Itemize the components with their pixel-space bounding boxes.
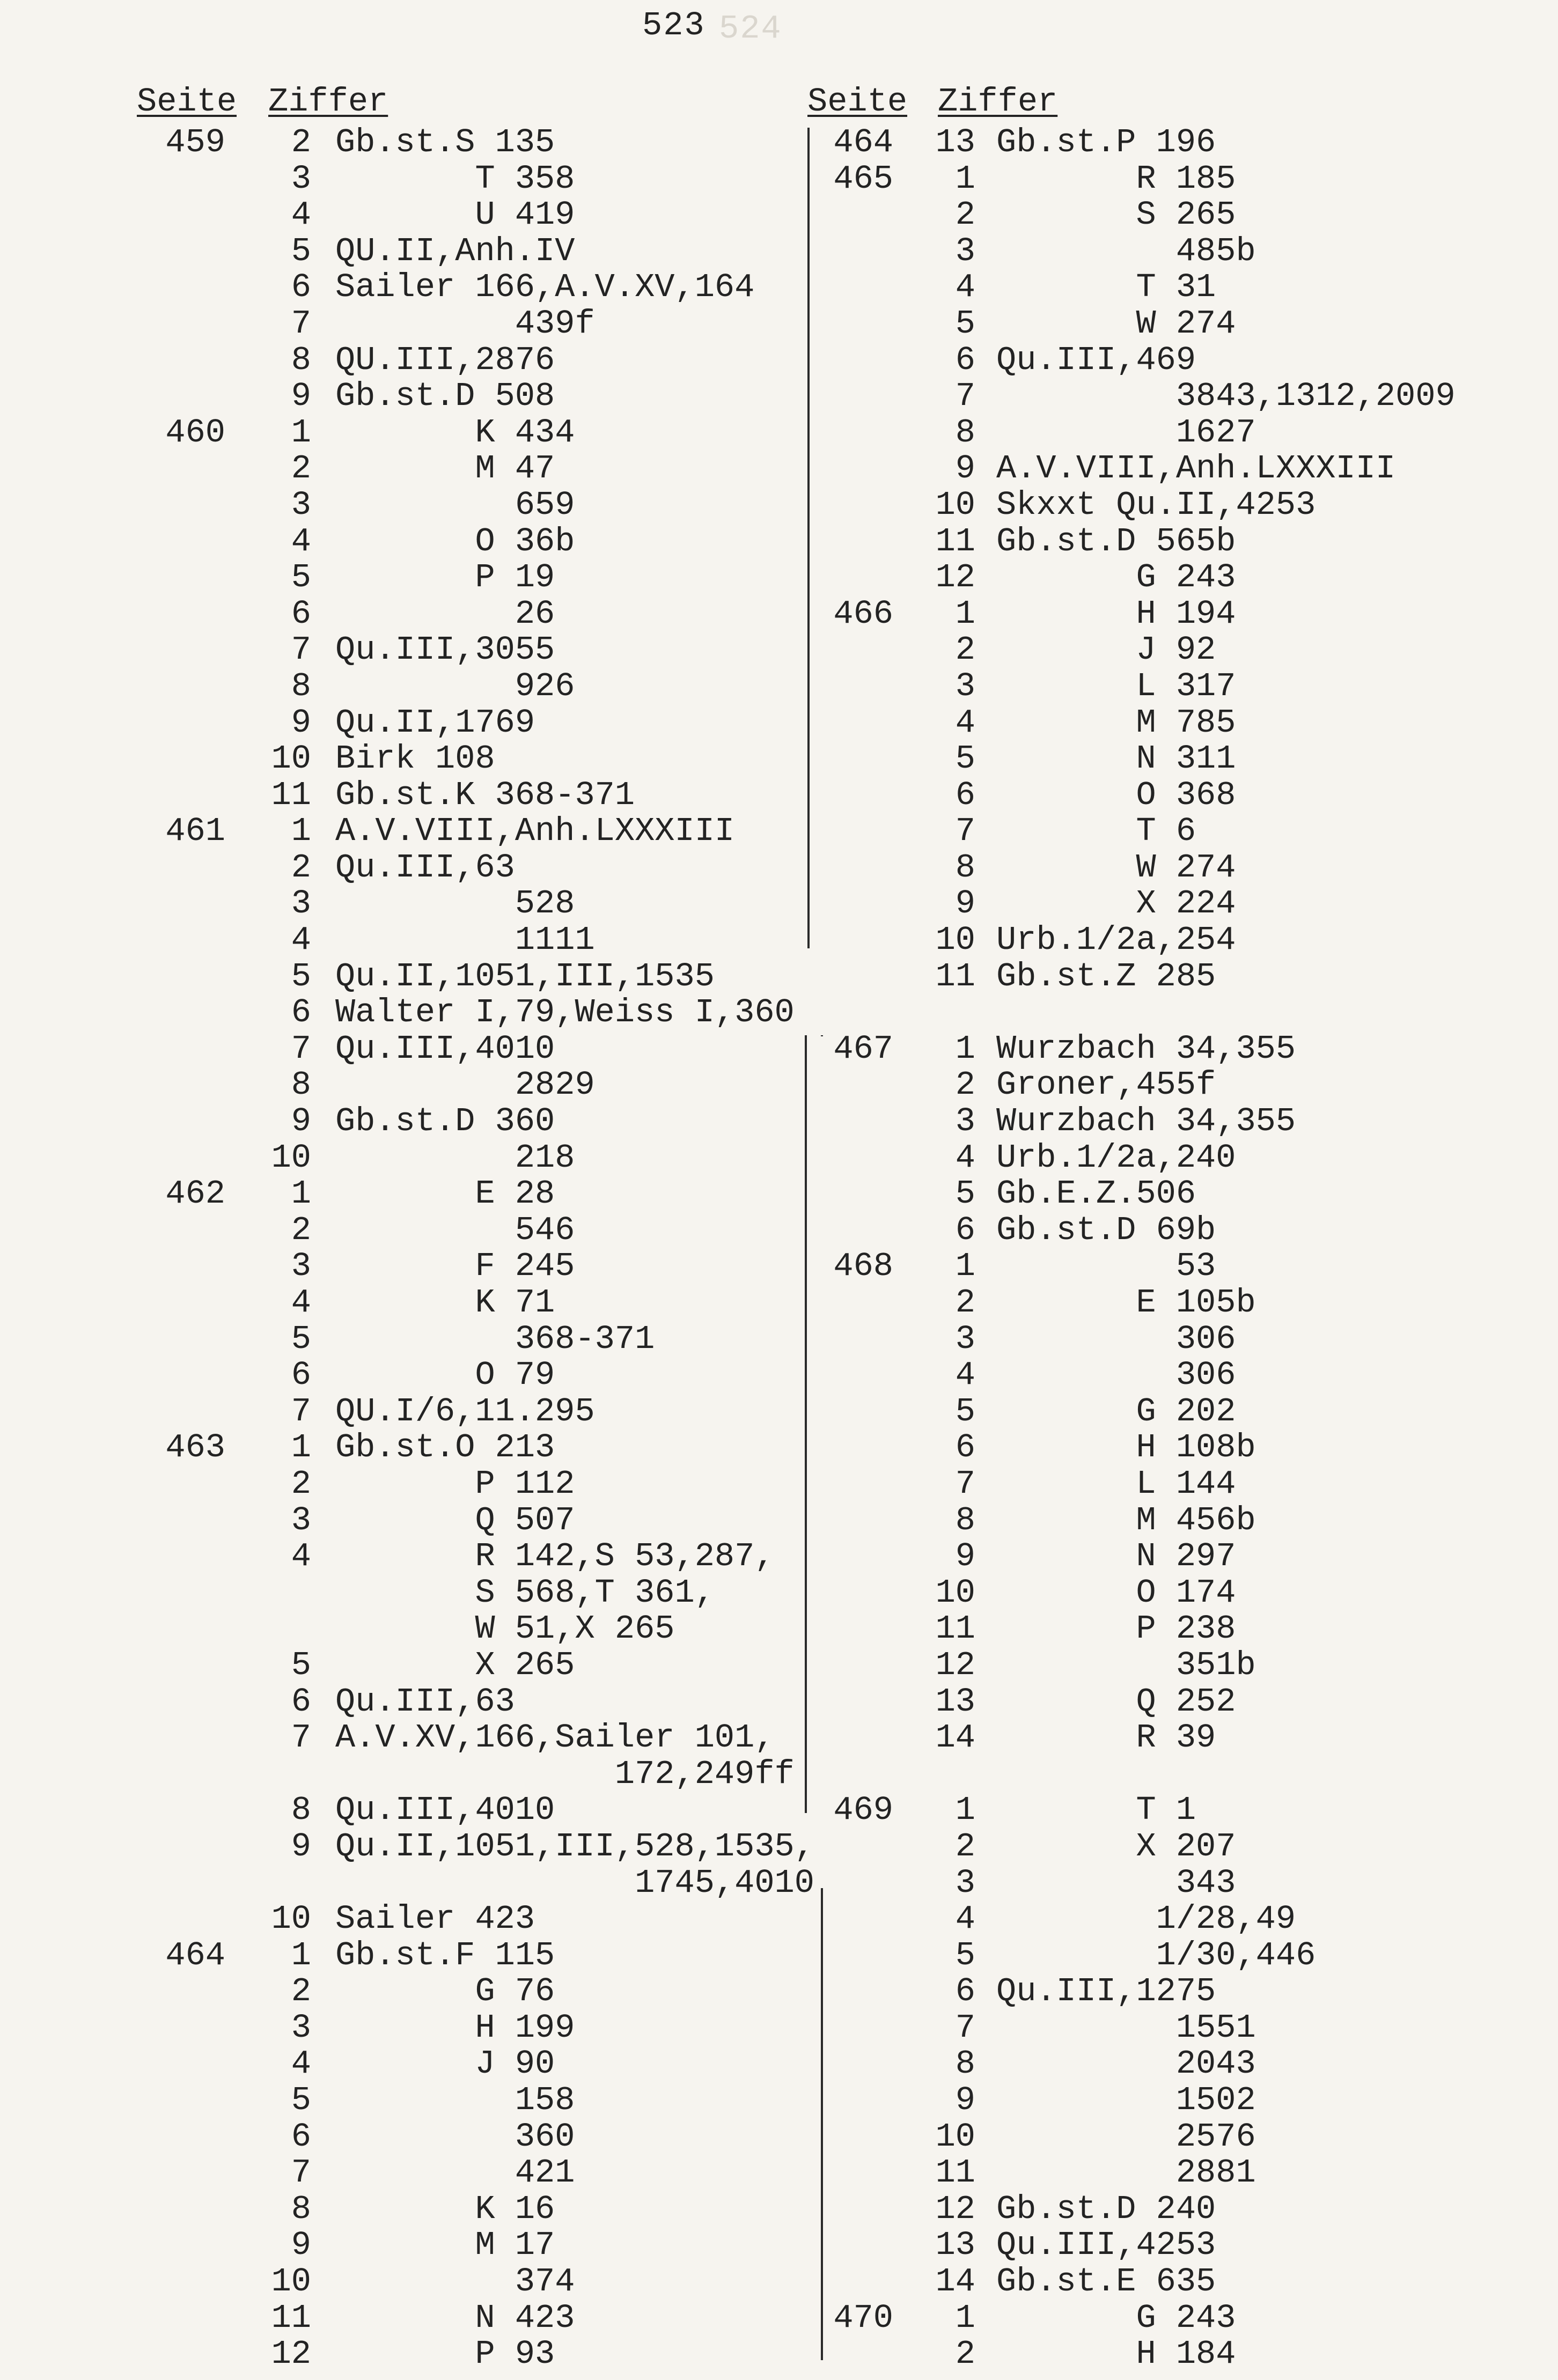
ziffer-cell: 8 xyxy=(291,1066,311,1104)
ziffer-cell: 13 xyxy=(935,1682,975,1721)
ziffer-cell: 4 xyxy=(955,1900,975,1939)
source-cell: 528 xyxy=(335,885,575,923)
source-cell: E 28 xyxy=(335,1175,555,1213)
ziffer-cell: 5 xyxy=(955,1936,975,1974)
seite-cell: 469 xyxy=(833,1791,893,1830)
seite-cell: 460 xyxy=(165,413,225,452)
source-cell: 1/30,446 xyxy=(996,1936,1316,1974)
source-cell: Gb.st.F 115 xyxy=(335,1936,555,1974)
seite-header: Seite xyxy=(807,83,908,121)
ziffer-header: Ziffer xyxy=(268,83,388,121)
ziffer-cell: 2 xyxy=(291,1211,311,1249)
source-cell: Qu.III,63 xyxy=(335,848,515,887)
ziffer-cell: 5 xyxy=(955,740,975,778)
source-cell: L 317 xyxy=(996,667,1236,705)
source-cell: 351b xyxy=(996,1646,1256,1684)
ziffer-cell: 3 xyxy=(291,159,311,198)
ziffer-cell: 2 xyxy=(291,848,311,887)
ziffer-cell: 9 xyxy=(955,450,975,488)
source-cell: K 16 xyxy=(335,2190,555,2228)
ziffer-cell: 8 xyxy=(955,1501,975,1539)
seite-cell: 466 xyxy=(833,594,893,633)
source-cell: H 108b xyxy=(996,1428,1256,1467)
ziffer-cell: 2 xyxy=(955,1827,975,1866)
source-cell: A.V.XV,166,Sailer 101, xyxy=(335,1719,775,1757)
ziffer-cell: 1 xyxy=(291,1936,311,1974)
ziffer-cell: 11 xyxy=(935,1610,975,1648)
source-cell: 1551 xyxy=(996,2008,1256,2047)
source-cell: Gb.st.O 213 xyxy=(335,1428,555,1467)
source-cell: O 368 xyxy=(996,776,1236,814)
ziffer-cell: 9 xyxy=(955,2081,975,2120)
source-cell: 485b xyxy=(996,232,1256,270)
ziffer-cell: 5 xyxy=(291,1320,311,1358)
ziffer-cell: 11 xyxy=(271,776,311,814)
ziffer-cell: 7 xyxy=(291,2154,311,2192)
source-cell: T 1 xyxy=(996,1791,1196,1830)
ziffer-cell: 7 xyxy=(291,304,311,343)
source-cell: A.V.VIII,Anh.LXXXIII xyxy=(996,450,1396,488)
ziffer-cell: 12 xyxy=(935,1646,975,1684)
source-cell: Qu.III,63 xyxy=(335,1682,515,1721)
seite-cell: 459 xyxy=(165,123,225,161)
source-cell: J 90 xyxy=(335,2045,555,2083)
source-cell: R 185 xyxy=(996,159,1236,198)
ziffer-cell: 13 xyxy=(935,2226,975,2265)
source-cell: P 238 xyxy=(996,1610,1236,1648)
ziffer-cell: 1 xyxy=(291,812,311,851)
source-cell: T 6 xyxy=(996,812,1196,851)
ziffer-cell: 9 xyxy=(291,1827,311,1866)
source-cell: Qu.II,1051,III,528,1535, xyxy=(335,1827,814,1866)
column-divider xyxy=(805,1035,807,1813)
source-cell: 1111 xyxy=(335,921,595,960)
ziffer-cell: 4 xyxy=(291,1284,311,1322)
ziffer-cell: 3 xyxy=(955,667,975,705)
source-cell: Groner,455f xyxy=(996,1066,1216,1104)
ziffer-cell: 1 xyxy=(291,1175,311,1213)
source-cell: Qu.II,1769 xyxy=(335,703,535,742)
source-cell: Skxxt Qu.II,4253 xyxy=(996,485,1316,524)
source-cell: Gb.st.D 360 xyxy=(335,1102,555,1141)
ziffer-cell: 10 xyxy=(271,1900,311,1939)
source-cell: Gb.st.D 565b xyxy=(996,522,1236,561)
source-cell: P 112 xyxy=(335,1464,575,1503)
ziffer-cell: 9 xyxy=(291,703,311,742)
ziffer-cell: 10 xyxy=(271,740,311,778)
source-cell: Qu.III,469 xyxy=(996,341,1196,379)
seite-cell: 463 xyxy=(165,1428,225,1467)
ziffer-cell: 4 xyxy=(291,522,311,561)
ziffer-cell: 3 xyxy=(291,885,311,923)
source-cell: X 207 xyxy=(996,1827,1236,1866)
source-cell: 306 xyxy=(996,1320,1236,1358)
source-cell: Sailer 166,A.V.XV,164 xyxy=(335,268,755,307)
ziffer-cell: 2 xyxy=(291,1464,311,1503)
source-cell: K 434 xyxy=(335,413,575,452)
seite-cell: 467 xyxy=(833,1029,893,1068)
source-cell: 26 xyxy=(335,594,555,633)
source-cell: A.V.VIII,Anh.LXXXIII xyxy=(335,812,735,851)
ziffer-cell: 8 xyxy=(955,2045,975,2083)
column-divider xyxy=(821,1035,823,1036)
ziffer-cell: 3 xyxy=(291,1501,311,1539)
source-cell: 343 xyxy=(996,1863,1236,1902)
seite-cell: 470 xyxy=(833,2298,893,2337)
source-cell: G 76 xyxy=(335,1972,555,2011)
source-cell: U 419 xyxy=(335,196,575,234)
source-cell: Qu.II,1051,III,1535 xyxy=(335,957,715,996)
ziffer-cell: 13 xyxy=(935,123,975,161)
source-cell: H 194 xyxy=(996,594,1236,633)
source-cell: Gb.st.D 69b xyxy=(996,1211,1216,1249)
source-cell: 158 xyxy=(335,2081,575,2120)
ziffer-cell: 9 xyxy=(955,885,975,923)
ziffer-cell: 14 xyxy=(935,1719,975,1757)
ziffer-cell: 9 xyxy=(291,1102,311,1141)
ziffer-cell: 8 xyxy=(291,341,311,379)
ziffer-cell: 2 xyxy=(291,450,311,488)
source-cell: W 274 xyxy=(996,304,1236,343)
source-cell: M 785 xyxy=(996,703,1236,742)
source-cell: G 243 xyxy=(996,2298,1236,2337)
source-cell: 1502 xyxy=(996,2081,1256,2120)
ziffer-cell: 3 xyxy=(955,1102,975,1141)
ziffer-cell: 6 xyxy=(291,993,311,1032)
ziffer-cell: 1 xyxy=(955,159,975,198)
ziffer-cell: 5 xyxy=(955,1392,975,1431)
source-cell: 218 xyxy=(335,1138,575,1177)
ziffer-cell: 12 xyxy=(935,2190,975,2228)
ziffer-cell: 7 xyxy=(955,1464,975,1503)
seite-header: Seite xyxy=(137,83,237,121)
ziffer-cell: 4 xyxy=(955,703,975,742)
source-cell: Qu.III,4253 xyxy=(996,2226,1216,2265)
ziffer-cell: 5 xyxy=(955,304,975,343)
source-cell: T 31 xyxy=(996,268,1216,307)
ziffer-cell: 11 xyxy=(935,522,975,561)
ziffer-cell: 6 xyxy=(955,1211,975,1249)
source-cell: Walter I,79,Weiss I,360 xyxy=(335,993,795,1032)
seite-cell: 461 xyxy=(165,812,225,851)
source-cell: W 274 xyxy=(996,848,1236,887)
seite-cell: 462 xyxy=(165,1175,225,1213)
source-cell: 439f xyxy=(335,304,595,343)
ziffer-cell: 8 xyxy=(955,413,975,452)
ghost-page-number: 524 xyxy=(719,10,782,48)
source-cell: M 17 xyxy=(335,2226,555,2265)
ziffer-cell: 1 xyxy=(955,2298,975,2337)
ziffer-cell: 2 xyxy=(291,1972,311,2011)
source-cell: QU.II,Anh.IV xyxy=(335,232,575,270)
ziffer-cell: 4 xyxy=(291,921,311,960)
source-cell: 306 xyxy=(996,1356,1236,1395)
ziffer-cell: 4 xyxy=(291,1537,311,1576)
source-cell: X 224 xyxy=(996,885,1236,923)
source-cell: 368-371 xyxy=(335,1320,655,1358)
source-cell: W 51,X 265 xyxy=(335,1610,675,1648)
source-cell: QU.I/6,11.295 xyxy=(335,1392,595,1431)
source-cell: Gb.st.P 196 xyxy=(996,123,1216,161)
source-cell: H 184 xyxy=(996,2335,1236,2374)
source-cell: R 39 xyxy=(996,1719,1216,1757)
ziffer-cell: 6 xyxy=(955,776,975,814)
ziffer-cell: 6 xyxy=(291,1682,311,1721)
source-cell: Gb.E.Z.506 xyxy=(996,1175,1196,1213)
ziffer-cell: 12 xyxy=(271,2335,311,2374)
ziffer-cell: 3 xyxy=(291,485,311,524)
source-cell: P 93 xyxy=(335,2335,555,2374)
ziffer-cell: 4 xyxy=(291,2045,311,2083)
source-cell: 53 xyxy=(996,1247,1216,1286)
ziffer-cell: 6 xyxy=(291,2117,311,2156)
source-cell: S 265 xyxy=(996,196,1236,234)
source-cell: Urb.1/2a,254 xyxy=(996,921,1236,960)
source-cell: M 456b xyxy=(996,1501,1256,1539)
source-cell: H 199 xyxy=(335,2008,575,2047)
source-cell: X 265 xyxy=(335,1646,575,1684)
ziffer-cell: 10 xyxy=(935,485,975,524)
source-cell: 1627 xyxy=(996,413,1256,452)
source-cell: S 568,T 361, xyxy=(335,1573,715,1612)
ziffer-cell: 11 xyxy=(271,2298,311,2337)
source-cell: Gb.st.K 368-371 xyxy=(335,776,635,814)
source-cell: 421 xyxy=(335,2154,575,2192)
source-cell: Gb.st.E 635 xyxy=(996,2263,1216,2301)
ziffer-cell: 1 xyxy=(291,1428,311,1467)
ziffer-cell: 10 xyxy=(935,921,975,960)
seite-cell: 468 xyxy=(833,1247,893,1286)
ziffer-cell: 10 xyxy=(271,1138,311,1177)
source-cell: R 142,S 53,287, xyxy=(335,1537,775,1576)
source-cell: Qu.III,1275 xyxy=(996,1972,1216,2011)
source-cell: Gb.st.D 240 xyxy=(996,2190,1216,2228)
source-cell: N 423 xyxy=(335,2298,575,2337)
source-cell: O 174 xyxy=(996,1573,1236,1612)
ziffer-cell: 5 xyxy=(291,1646,311,1684)
ziffer-cell: 7 xyxy=(291,631,311,669)
ziffer-cell: 3 xyxy=(955,232,975,270)
ziffer-cell: 9 xyxy=(291,377,311,416)
source-cell: Q 252 xyxy=(996,1682,1236,1721)
source-cell: J 92 xyxy=(996,631,1216,669)
source-cell: M 47 xyxy=(335,450,555,488)
source-cell: Urb.1/2a,240 xyxy=(996,1138,1236,1177)
source-cell: N 311 xyxy=(996,740,1236,778)
source-cell: Gb.st.Z 285 xyxy=(996,957,1216,996)
ziffer-cell: 8 xyxy=(291,1791,311,1830)
column-divider xyxy=(807,128,810,948)
ziffer-cell: 3 xyxy=(955,1320,975,1358)
seite-cell: 464 xyxy=(165,1936,225,1974)
ziffer-cell: 8 xyxy=(291,2190,311,2228)
ziffer-cell: 1 xyxy=(291,413,311,452)
seite-cell: 465 xyxy=(833,159,893,198)
source-cell: 2576 xyxy=(996,2117,1256,2156)
ziffer-cell: 7 xyxy=(955,812,975,851)
source-cell: G 202 xyxy=(996,1392,1236,1431)
ziffer-cell: 1 xyxy=(955,594,975,633)
source-cell: Sailer 423 xyxy=(335,1900,535,1939)
ziffer-cell: 4 xyxy=(291,196,311,234)
page-number: 523 xyxy=(642,6,705,45)
source-cell: Wurzbach 34,355 xyxy=(996,1029,1296,1068)
ziffer-cell: 2 xyxy=(291,123,311,161)
ziffer-cell: 11 xyxy=(935,957,975,996)
ziffer-cell: 10 xyxy=(935,2117,975,2156)
ziffer-cell: 5 xyxy=(291,2081,311,2120)
ziffer-cell: 12 xyxy=(935,558,975,597)
ziffer-header: Ziffer xyxy=(938,83,1058,121)
ziffer-cell: 2 xyxy=(955,631,975,669)
ziffer-cell: 14 xyxy=(935,2263,975,2301)
ziffer-cell: 5 xyxy=(955,1175,975,1213)
source-cell: 1745,4010 xyxy=(335,1863,814,1902)
source-cell: Birk 108 xyxy=(335,740,495,778)
ziffer-cell: 9 xyxy=(955,1537,975,1576)
source-cell: Qu.III,4010 xyxy=(335,1791,555,1830)
source-cell: T 358 xyxy=(335,159,575,198)
ziffer-cell: 1 xyxy=(955,1791,975,1830)
source-cell: Gb.st.S 135 xyxy=(335,123,555,161)
ziffer-cell: 10 xyxy=(935,1573,975,1612)
source-cell: E 105b xyxy=(996,1284,1256,1322)
source-cell: 172,249ff xyxy=(335,1755,795,1793)
ziffer-cell: 1 xyxy=(955,1247,975,1286)
ziffer-cell: 6 xyxy=(291,268,311,307)
source-cell: Qu.III,3055 xyxy=(335,631,555,669)
source-cell: 1/28,49 xyxy=(996,1900,1296,1939)
source-cell: 546 xyxy=(335,1211,575,1249)
source-cell: Gb.st.D 508 xyxy=(335,377,555,416)
ziffer-cell: 2 xyxy=(955,1066,975,1104)
source-cell: Wurzbach 34,355 xyxy=(996,1102,1296,1141)
source-cell: F 245 xyxy=(335,1247,575,1286)
source-cell: K 71 xyxy=(335,1284,555,1322)
ziffer-cell: 3 xyxy=(291,1247,311,1286)
ziffer-cell: 6 xyxy=(291,594,311,633)
source-cell: L 144 xyxy=(996,1464,1236,1503)
source-cell: 360 xyxy=(335,2117,575,2156)
ziffer-cell: 4 xyxy=(955,268,975,307)
source-cell: 2829 xyxy=(335,1066,595,1104)
ziffer-cell: 10 xyxy=(271,2263,311,2301)
ziffer-cell: 6 xyxy=(955,1428,975,1467)
ziffer-cell: 7 xyxy=(955,2008,975,2047)
source-cell: N 297 xyxy=(996,1537,1236,1576)
ziffer-cell: 9 xyxy=(291,2226,311,2265)
ziffer-cell: 5 xyxy=(291,957,311,996)
column-divider xyxy=(821,1888,823,2360)
ziffer-cell: 7 xyxy=(955,377,975,416)
source-cell: 2881 xyxy=(996,2154,1256,2192)
ziffer-cell: 6 xyxy=(955,1972,975,2011)
ziffer-cell: 4 xyxy=(955,1138,975,1177)
source-cell: 3843,1312,2009 xyxy=(996,377,1456,416)
source-cell: G 243 xyxy=(996,558,1236,597)
source-cell: P 19 xyxy=(335,558,555,597)
ziffer-cell: 8 xyxy=(955,848,975,887)
ziffer-cell: 6 xyxy=(955,341,975,379)
ziffer-cell: 6 xyxy=(291,1356,311,1395)
source-cell: O 36b xyxy=(335,522,575,561)
ziffer-cell: 2 xyxy=(955,196,975,234)
ziffer-cell: 7 xyxy=(291,1392,311,1431)
ziffer-cell: 11 xyxy=(935,2154,975,2192)
source-cell: 926 xyxy=(335,667,575,705)
source-cell: O 79 xyxy=(335,1356,555,1395)
source-cell: 374 xyxy=(335,2263,575,2301)
ziffer-cell: 5 xyxy=(291,232,311,270)
ziffer-cell: 8 xyxy=(291,667,311,705)
ziffer-cell: 2 xyxy=(955,1284,975,1322)
ziffer-cell: 1 xyxy=(955,1029,975,1068)
source-cell: QU.III,2876 xyxy=(335,341,555,379)
ziffer-cell: 5 xyxy=(291,558,311,597)
source-cell: Qu.III,4010 xyxy=(335,1029,555,1068)
ziffer-cell: 4 xyxy=(955,1356,975,1395)
ziffer-cell: 7 xyxy=(291,1719,311,1757)
source-cell: 2043 xyxy=(996,2045,1256,2083)
ziffer-cell: 2 xyxy=(955,2335,975,2374)
ziffer-cell: 3 xyxy=(955,1863,975,1902)
seite-cell: 464 xyxy=(833,123,893,161)
source-cell: 659 xyxy=(335,485,575,524)
ziffer-cell: 3 xyxy=(291,2008,311,2047)
source-cell: Q 507 xyxy=(335,1501,575,1539)
ziffer-cell: 7 xyxy=(291,1029,311,1068)
